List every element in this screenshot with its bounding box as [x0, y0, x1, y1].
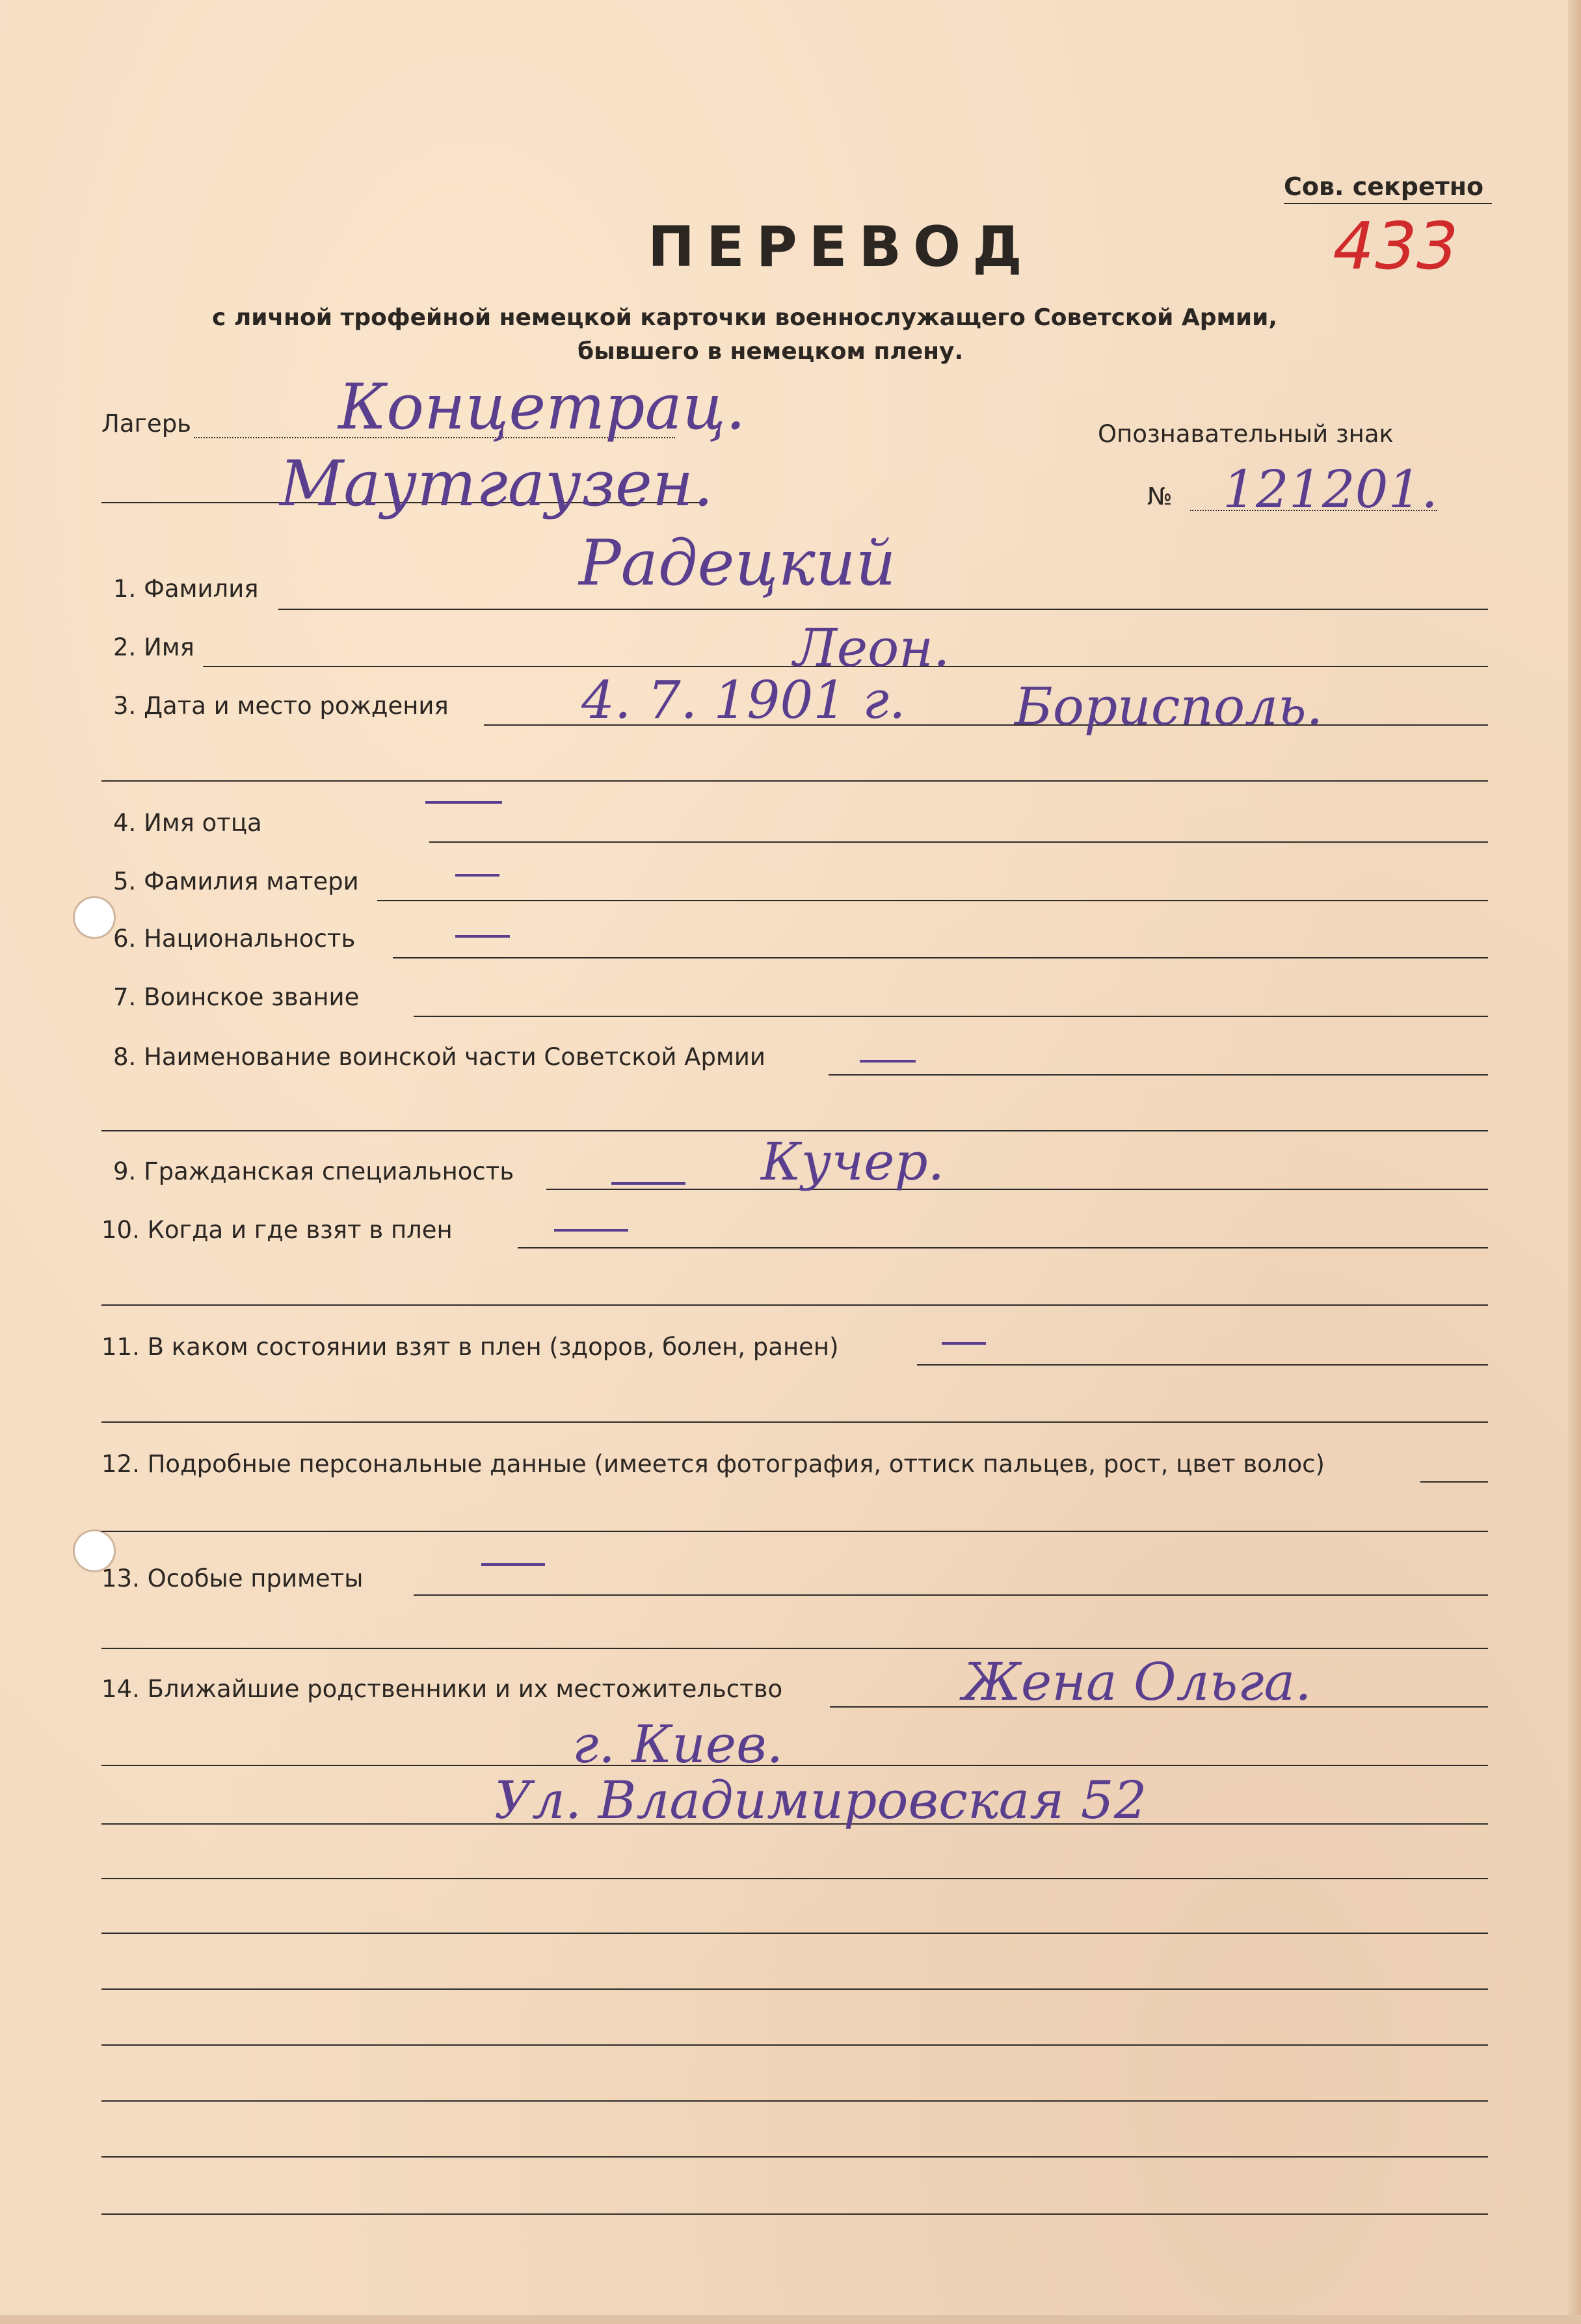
paper-edge [1568, 0, 1581, 2324]
field-line-13b [101, 1648, 1488, 1649]
field-value-5-dash [455, 874, 499, 877]
field-line-9 [546, 1189, 1488, 1190]
field-value-3-place: Борисполь. [1015, 676, 1323, 737]
blank-line [101, 2044, 1488, 2046]
punch-hole [73, 896, 116, 939]
field-label-6: 6. Национальность [113, 925, 356, 953]
field-line-10b [101, 1304, 1488, 1306]
field-value-9-dash [611, 1182, 685, 1185]
camp-value-2: Маутгаузен. [280, 447, 713, 520]
field-label-7: 7. Воинское звание [113, 983, 360, 1011]
field-label-2: 2. Имя [113, 633, 194, 661]
field-line-7 [414, 1016, 1488, 1017]
classification-underline [1284, 203, 1492, 204]
field-line-11b [101, 1421, 1488, 1423]
id-tag-number-sign: № [1147, 482, 1173, 510]
field-value-14-line-2: г. Киев. [572, 1714, 784, 1775]
field-line-4 [429, 841, 1488, 843]
blank-line [101, 1988, 1488, 1990]
field-label-13: 13. Особые приметы [101, 1565, 364, 1592]
field-line-3b [101, 780, 1488, 782]
field-line-12 [1420, 1481, 1488, 1483]
id-tag-value: 121201. [1223, 459, 1438, 520]
blank-line [101, 1878, 1488, 1879]
field-line-13 [414, 1594, 1488, 1596]
subtitle-line-2: бывшего в немецком плену. [578, 338, 964, 365]
blank-line [101, 2156, 1488, 2158]
field-label-12: 12. Подробные персональные данные (имеется фотография, оттиск пальцев, рост, цвет волос) [101, 1450, 1325, 1478]
field-label-14: 14. Ближайшие родственники и их местожительство [101, 1675, 783, 1703]
camp-value-1: Концетрац. [338, 371, 746, 443]
field-label-1: 1. Фамилия [113, 575, 259, 603]
field-line-12b [101, 1531, 1488, 1532]
field-line-6 [393, 957, 1488, 958]
field-line-14b [101, 1765, 1488, 1766]
field-label-11: 11. В каком состоянии взят в плен (здоров, болен, ранен) [101, 1333, 839, 1361]
field-line-5 [377, 900, 1488, 901]
field-value-13-dash [481, 1563, 545, 1566]
camp-label: Лагерь [101, 410, 191, 438]
page-title: ПЕРЕВОД [648, 215, 1034, 280]
field-value-4-dash [425, 801, 502, 804]
field-value-8-dash [860, 1060, 916, 1063]
field-value-1: Радецкий [579, 527, 896, 600]
field-value-3-date: 4. 7. 1901 г. [581, 670, 906, 730]
field-value-6-dash [455, 935, 510, 938]
paper-edge-bottom [0, 2315, 1581, 2324]
field-value-2: Леон. [793, 618, 950, 678]
field-label-3: 3. Дата и место рождения [113, 692, 449, 720]
field-label-8: 8. Наименование воинской части Советской Армии [113, 1043, 765, 1071]
field-line-1 [278, 609, 1488, 610]
blank-line [101, 2213, 1488, 2215]
field-label-4: 4. Имя отца [113, 809, 262, 837]
subtitle-line-1: с личной трофейной немецкой карточки военнослужащего Советской Армии, [212, 304, 1278, 331]
field-value-9: Кучер. [761, 1131, 945, 1192]
field-label-9: 9. Гражданская специальность [113, 1157, 514, 1185]
field-line-10 [518, 1247, 1488, 1248]
blank-line [101, 1933, 1488, 1934]
field-value-10-dash [554, 1229, 628, 1232]
registration-number: 433 [1325, 208, 1466, 284]
classification-label: Сов. секретно [1284, 172, 1484, 201]
field-value-14-line-1: Жена Ольга. [963, 1652, 1312, 1712]
id-tag-label: Опознавательный знак [1098, 420, 1394, 448]
field-line-11 [917, 1364, 1488, 1366]
field-label-5: 5. Фамилия матери [113, 867, 359, 895]
field-line-8 [829, 1074, 1488, 1076]
field-value-14-line-3: Ул. Владимировская 52 [494, 1770, 1147, 1830]
field-value-11-dash [942, 1342, 986, 1345]
field-label-10: 10. Когда и где взят в плен [101, 1216, 453, 1244]
blank-line [101, 2100, 1488, 2102]
